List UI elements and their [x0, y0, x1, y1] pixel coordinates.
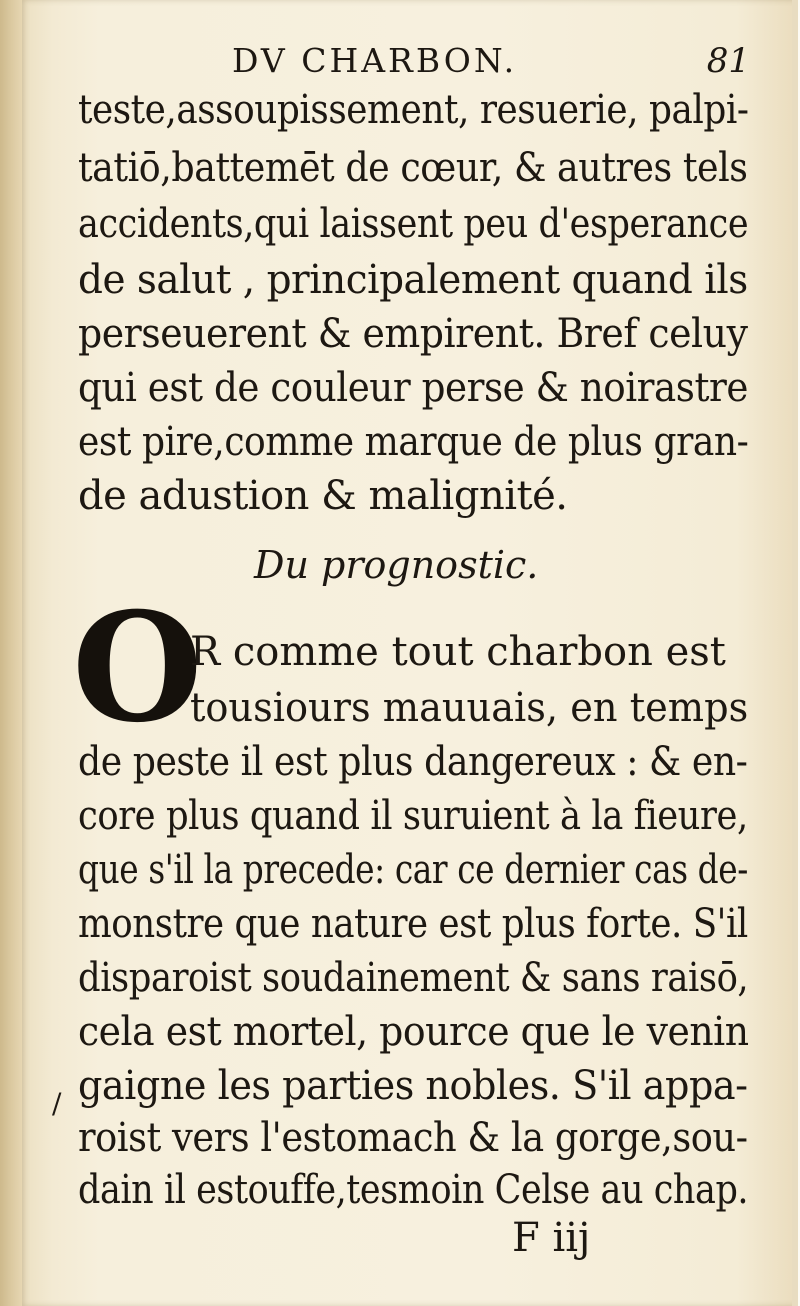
body-line: cela est mortel, pource que le venin — [78, 1009, 749, 1055]
body-line: perseuerent & empirent. Bref celuy — [78, 311, 748, 357]
body-line: accidents,qui laissent peu d'esperance — [78, 201, 749, 247]
body-line: teste,assoupissement, resuerie, palpi- — [78, 87, 749, 133]
body-line: disparoist soudainement & sans raisō, — [78, 955, 749, 1001]
signature-mark: F iij — [512, 1215, 591, 1261]
body-line: de peste il est plus dangereux : & en- — [78, 739, 748, 785]
body-line: que s'il la precede: car ce dernier cas de- — [78, 847, 748, 893]
drop-cap: O — [72, 580, 203, 756]
body-line: monstre que nature est plus forte. S'il — [78, 901, 748, 947]
body-line-indented: R comme tout charbon est — [190, 629, 726, 675]
book-spine — [0, 0, 22, 1306]
body-line: core plus quand il suruient à la fieure, — [78, 793, 748, 839]
body-line: dain il estouffe,tesmoin Celse au chap. — [78, 1167, 749, 1213]
body-line: est pire,comme marque de plus gran- — [78, 419, 749, 465]
body-line: tatiō,battemēt de cœur, & autres tels — [78, 145, 748, 191]
body-line: qui est de couleur perse & noirastre — [78, 365, 748, 411]
body-line: roist vers l'estomach & la gorge,sou- — [78, 1115, 748, 1161]
page-number: 81 — [706, 41, 750, 81]
marginal-mark: / — [52, 1087, 62, 1120]
body-line: de adustion & malignité. — [78, 473, 568, 519]
body-line-indented: tousiours mauuais, en temps — [190, 685, 749, 731]
body-line: de salut , principalement quand ils — [78, 257, 748, 303]
section-subheading: Du prognostic. — [254, 543, 539, 587]
running-header: DV CHARBON. — [232, 41, 518, 80]
page-edge — [792, 0, 798, 1306]
body-line: gaigne les parties nobles. S'il appa- — [78, 1063, 748, 1109]
